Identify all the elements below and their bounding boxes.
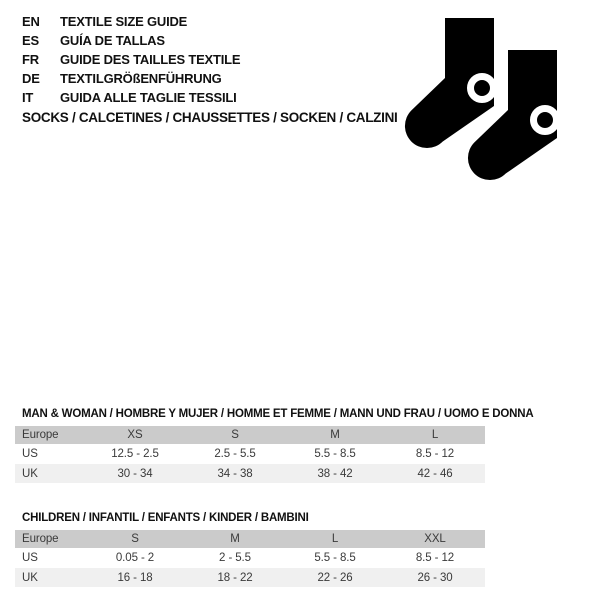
region-label: UK — [15, 568, 85, 587]
column-header: XXL — [385, 530, 485, 548]
size-table — [15, 426, 485, 483]
column-header: XS — [85, 426, 185, 444]
size-value: 2.5 - 5.5 — [185, 444, 285, 464]
size-value: 42 - 46 — [385, 464, 485, 483]
region-label: US — [15, 548, 85, 568]
column-header: S — [85, 530, 185, 548]
table-title: CHILDREN / INFANTIL / ENFANTS / KINDER / BAMBINI — [22, 512, 309, 524]
language-guide-label: TEXTILGRÖßENFÜHRUNG — [60, 71, 222, 86]
language-code: ES — [22, 33, 39, 48]
size-value: 5.5 - 8.5 — [285, 444, 385, 464]
size-value: 38 - 42 — [285, 464, 385, 483]
size-value: 12.5 - 2.5 — [85, 444, 185, 464]
size-value: 26 - 30 — [385, 568, 485, 587]
language-guide-label: GUÍA DE TALLAS — [60, 33, 165, 48]
size-value: 34 - 38 — [185, 464, 285, 483]
language-code: DE — [22, 71, 40, 86]
size-value: 8.5 - 12 — [385, 548, 485, 568]
adult-size-table — [15, 408, 534, 483]
column-header: Europe — [15, 426, 85, 444]
column-header: M — [285, 426, 385, 444]
region-label: US — [15, 444, 85, 464]
language-list — [22, 12, 240, 107]
language-row — [22, 31, 240, 50]
children-size-table — [15, 512, 485, 587]
size-value: 22 - 26 — [285, 568, 385, 587]
size-value: 16 - 18 — [85, 568, 185, 587]
column-header: L — [385, 426, 485, 444]
language-row — [22, 12, 240, 31]
size-value: 18 - 22 — [185, 568, 285, 587]
column-header: Europe — [15, 530, 85, 548]
language-row — [22, 88, 240, 107]
language-code: IT — [22, 90, 34, 105]
language-row — [22, 50, 240, 69]
category-title: SOCKS / CALCETINES / CHAUSSETTES / SOCKEN / CALZINI — [22, 110, 398, 125]
language-code: EN — [22, 14, 40, 29]
size-value: 5.5 - 8.5 — [285, 548, 385, 568]
socks-icon — [400, 10, 565, 185]
column-header: S — [185, 426, 285, 444]
column-header: L — [285, 530, 385, 548]
language-guide-label: GUIDE DES TAILLES TEXTILE — [60, 52, 241, 67]
size-value: 8.5 - 12 — [385, 444, 485, 464]
language-row — [22, 69, 240, 88]
language-guide-label: TEXTILE SIZE GUIDE — [60, 14, 188, 29]
size-value: 0.05 - 2 — [85, 548, 185, 568]
language-code: FR — [22, 52, 39, 67]
table-title: MAN & WOMAN / HOMBRE Y MUJER / HOMME ET FEMME / MANN UND FRAU / UOMO E DONNA — [22, 408, 534, 420]
language-guide-label: GUIDA ALLE TAGLIE TESSILI — [60, 90, 237, 105]
size-value: 30 - 34 — [85, 464, 185, 483]
size-table — [15, 530, 485, 587]
column-header: M — [185, 530, 285, 548]
region-label: UK — [15, 464, 85, 483]
size-value: 2 - 5.5 — [185, 548, 285, 568]
